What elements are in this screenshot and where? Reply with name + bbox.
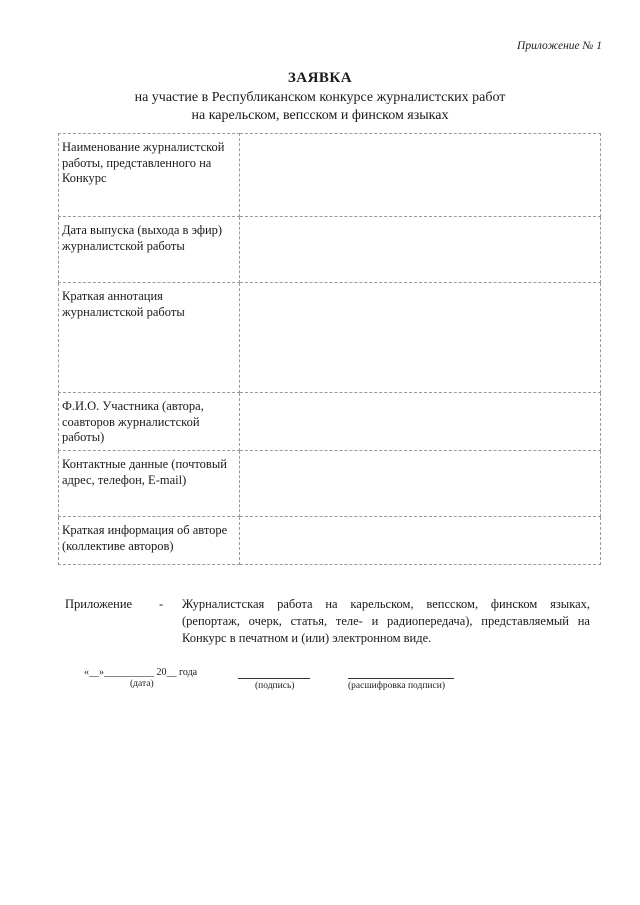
application-form-table (58, 133, 601, 565)
signature-line[interactable] (238, 678, 310, 679)
form-row-annotation (59, 283, 601, 393)
form-row-contacts (59, 451, 601, 517)
appendix-label: Приложение № 1 (517, 40, 602, 52)
form-label-author-info: Краткая информация об авторе (коллективе авторов) (59, 517, 240, 565)
form-label-participant-name: Ф.И.О. Участника (автора, соавторов журналистской работы) (59, 393, 240, 451)
attachment-label: Приложение (65, 597, 133, 611)
form-field-author-info[interactable] (240, 517, 601, 565)
attachment-dash: - (159, 597, 164, 611)
form-label-contacts: Контактные данные (почтовый адрес, телефон, E-mail) (59, 451, 240, 517)
attachment-text: Журналистская работа на карельском, вепсском, финском языках, (репортаж, очерк, статья, теле- и радиопередача), представляемый на Конкурс в печатном и (или) электронном виде. (182, 597, 590, 645)
form-label-release-date: Дата выпуска (выхода в эфир) журналистской работы (59, 217, 240, 283)
form-row-work-title (59, 134, 601, 217)
form-label-annotation: Краткая аннотация журналистской работы (59, 283, 240, 393)
form-row-release-date (59, 217, 601, 283)
form-label-work-title: Наименование журналистской работы, представленного на Конкурс (59, 134, 240, 217)
date-line[interactable]: «__»__________ 20__ года (84, 667, 198, 678)
document-subtitle-line-1: на участие в Республиканском конкурсе журналистских работ (134, 90, 506, 105)
document-title: ЗАЯВКА (287, 70, 353, 86)
form-row-participant-name (59, 393, 601, 451)
signature-caption: (подпись) (255, 681, 295, 691)
signature-decoding-line[interactable] (348, 678, 454, 679)
form-field-contacts[interactable] (240, 451, 601, 517)
form-field-annotation[interactable] (240, 283, 601, 393)
date-caption: (дата) (130, 679, 154, 689)
form-field-release-date[interactable] (240, 217, 601, 283)
signature-decoding-caption: (расшифровка подписи) (348, 681, 445, 691)
form-row-author-info (59, 517, 601, 565)
form-field-participant-name[interactable] (240, 393, 601, 451)
form-field-work-title[interactable] (240, 134, 601, 217)
document-subtitle-line-2: на карельском, вепсском и финском языках (191, 108, 449, 123)
